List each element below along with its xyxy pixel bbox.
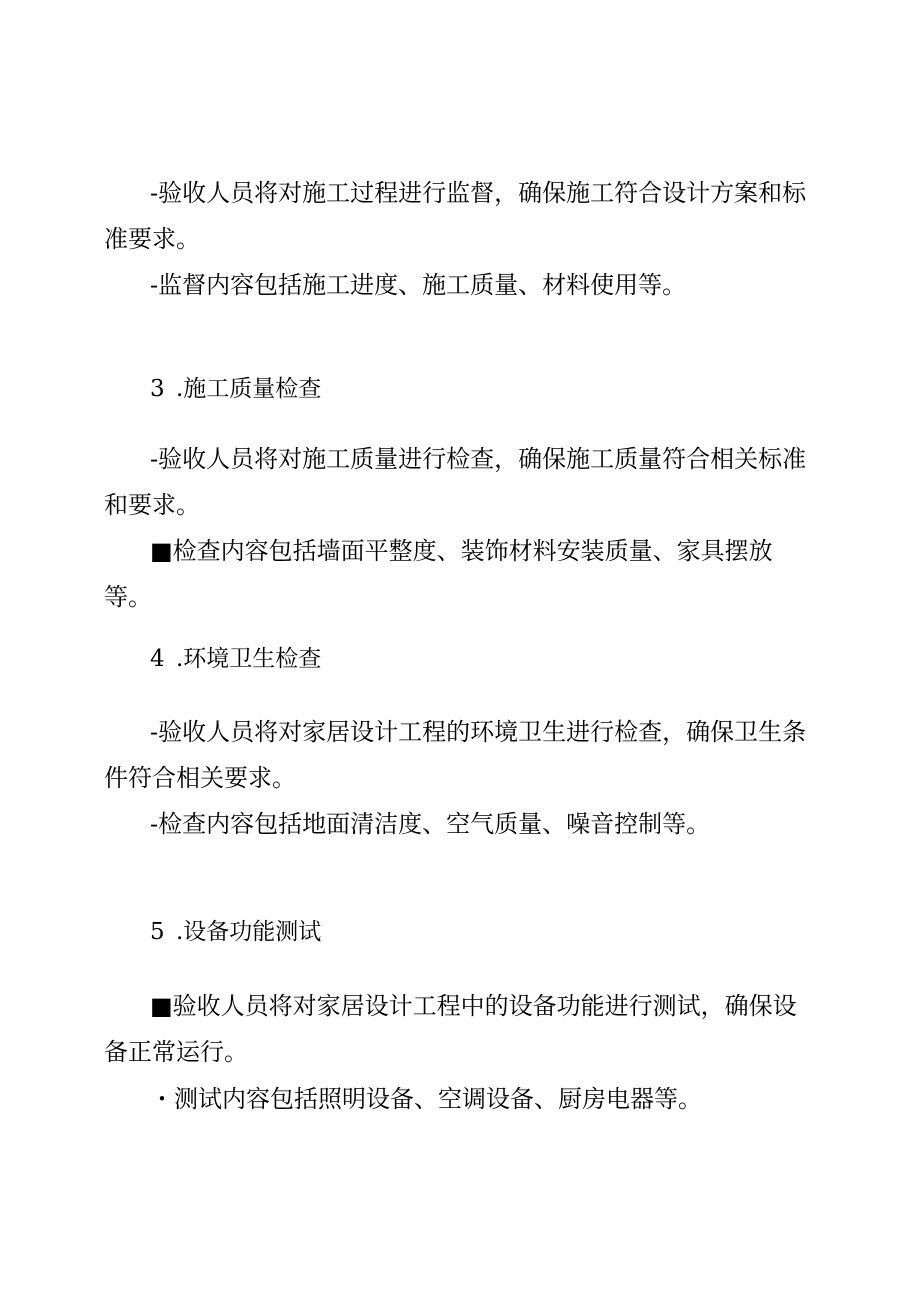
- paragraph-quality-content: ■检查内容包括墙面平整度、装饰材料安装质量、家具摆放等。: [104, 537, 773, 611]
- section-title: .设备功能测试: [176, 919, 322, 945]
- section-heading-equipment-test: [150, 917, 321, 947]
- section-heading-environment-hygiene: [150, 644, 321, 674]
- section-title: .施工质量检查: [176, 376, 322, 402]
- paragraph-quality-inspection: -验收人员将对施工质量进行检查，确保施工质量符合相关标准和要求。: [104, 445, 807, 519]
- paragraph-equipment-content: ・测试内容包括照明设备、空调设备、厨房电器等。: [150, 1085, 702, 1113]
- paragraph-hygiene-inspection: -验收人员将对家居设计工程的环境卫生进行检查，确保卫生条件符合相关要求。: [104, 718, 807, 792]
- section-heading-construction-quality: [150, 374, 321, 404]
- section-number: 4: [150, 646, 165, 672]
- section-number: 3: [150, 376, 165, 402]
- section-number: 5: [150, 919, 165, 945]
- paragraph-hygiene-content: -检查内容包括地面清洁度、空气质量、噪音控制等。: [150, 810, 711, 838]
- paragraph-equipment-test: ■验收人员将对家居设计工程中的设备功能进行测试，确保设备正常运行。: [104, 992, 797, 1066]
- paragraph-supervision-scope: -验收人员将对施工过程进行监督，确保施工符合设计方案和标准要求。: [104, 179, 807, 253]
- section-title: .环境卫生检查: [176, 646, 322, 672]
- paragraph-supervision-content: -监督内容包括施工进度、施工质量、材料使用等。: [150, 271, 687, 299]
